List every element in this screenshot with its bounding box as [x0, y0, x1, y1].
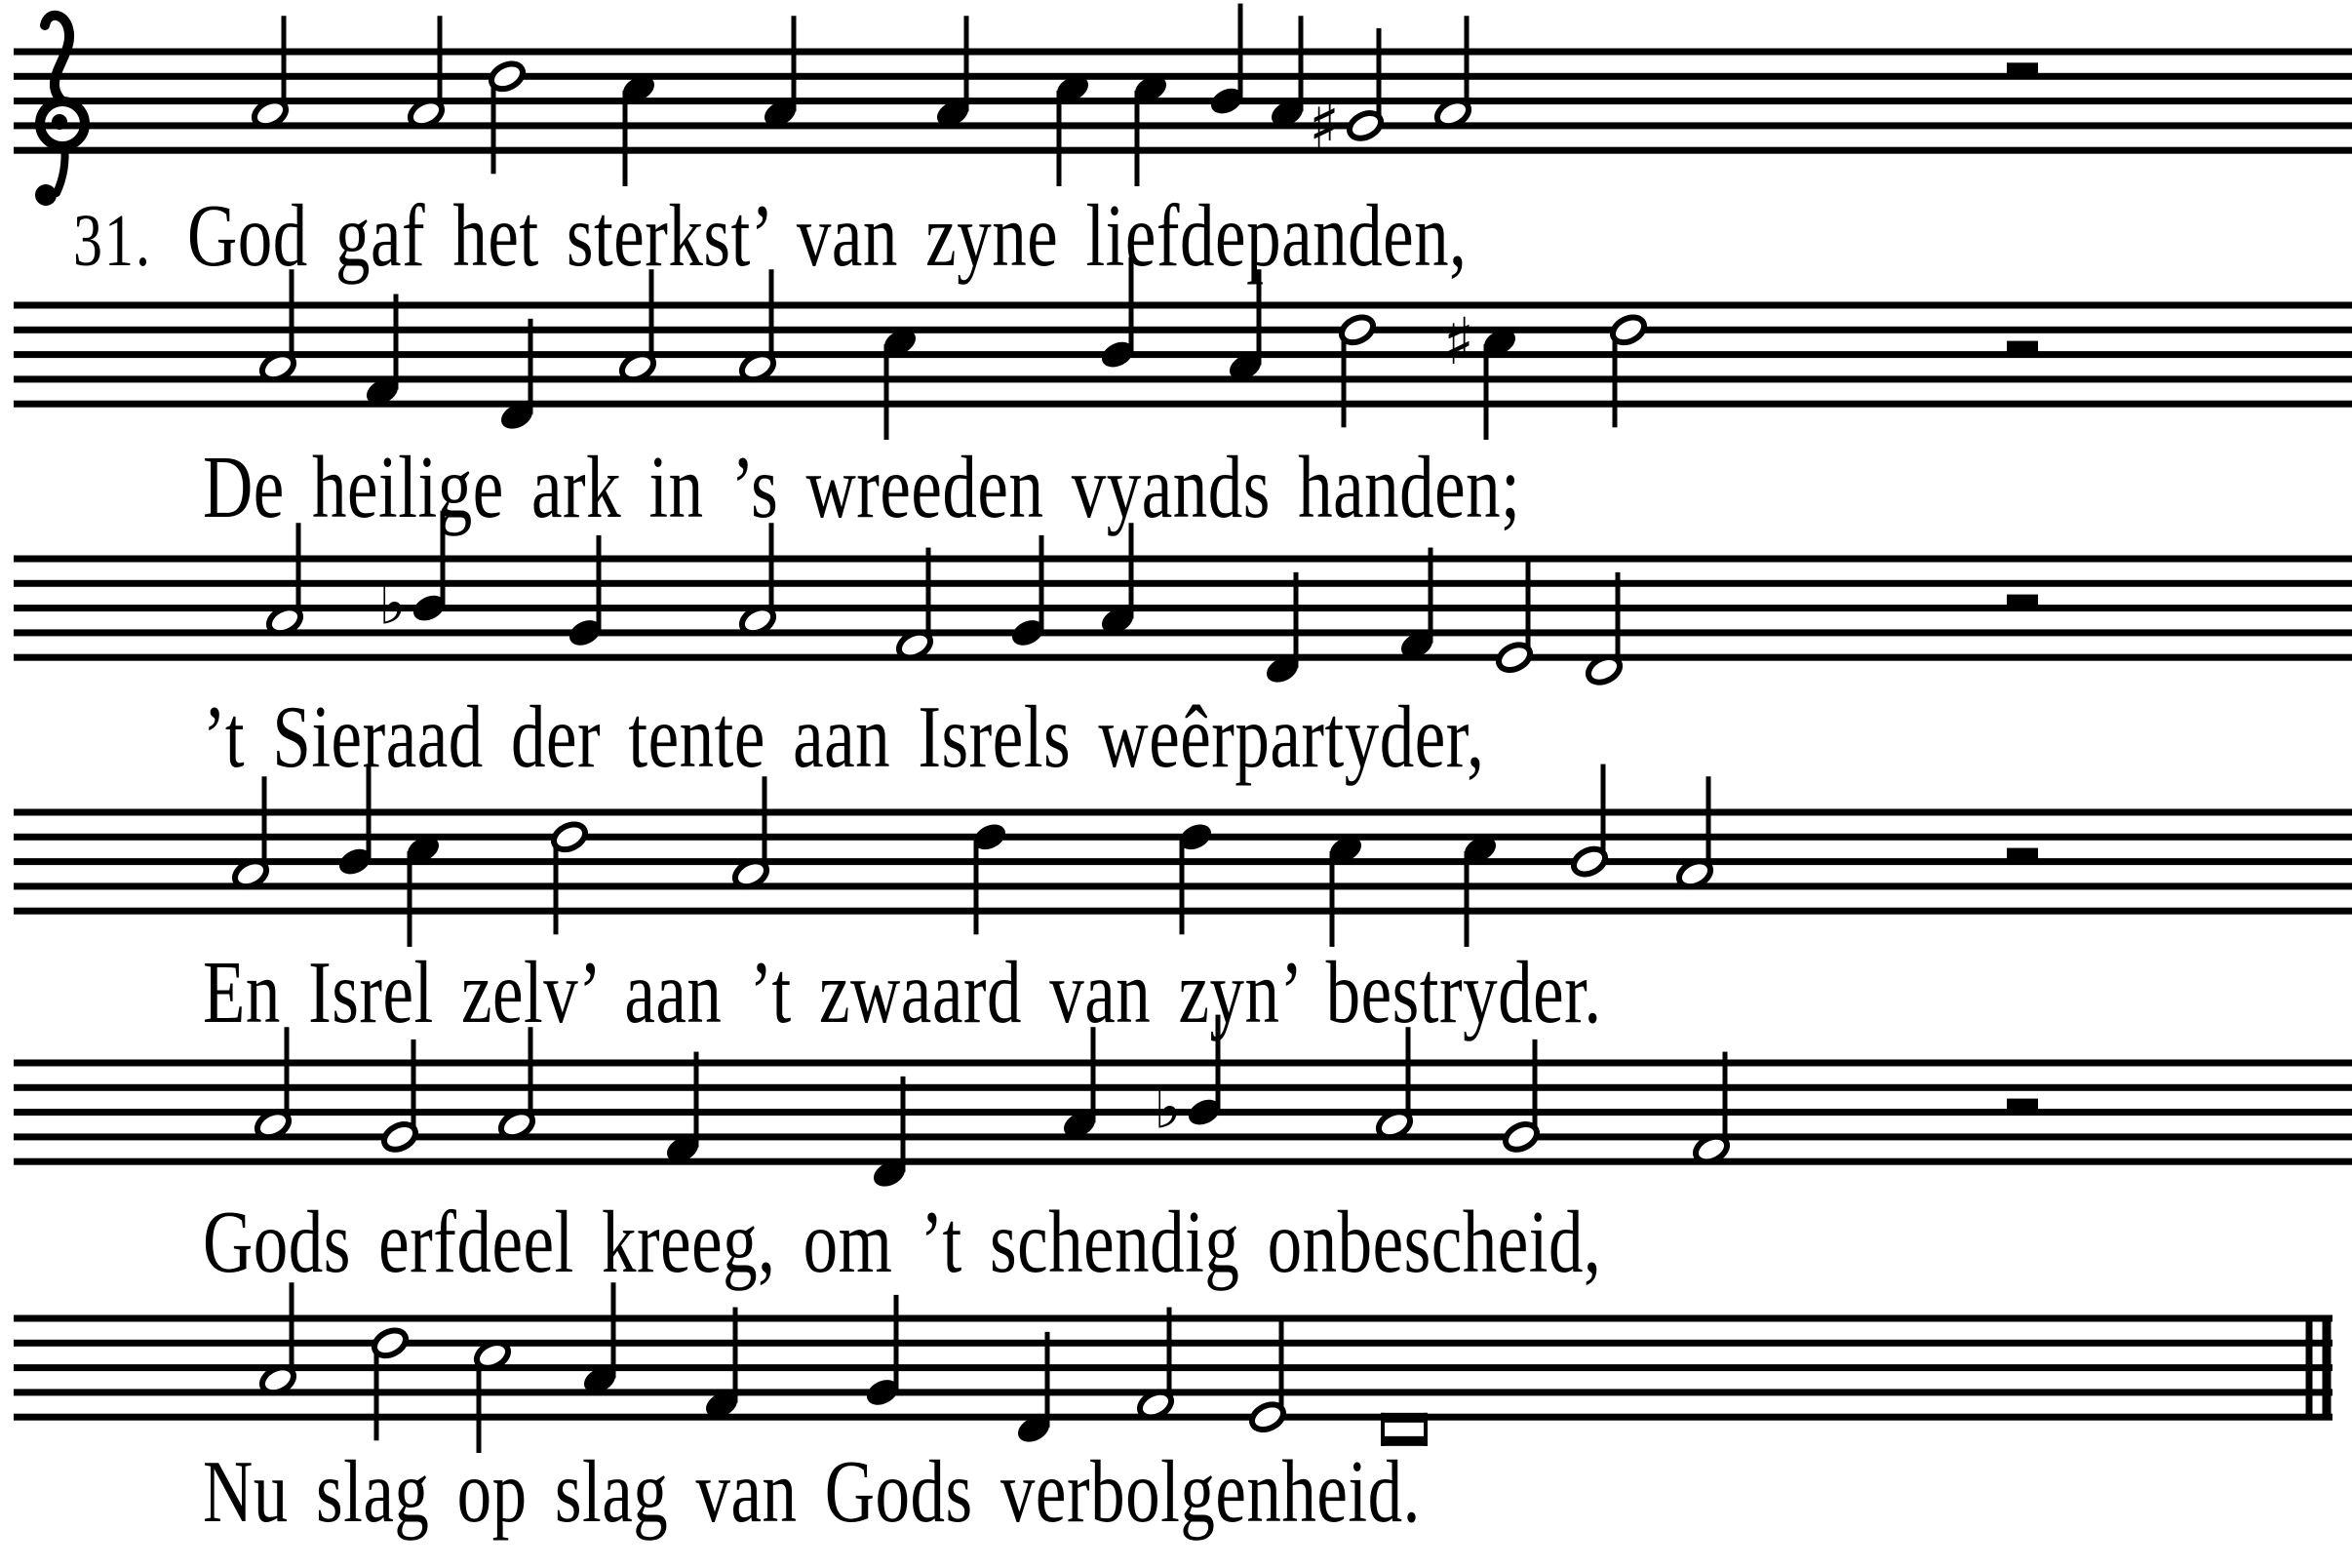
staff-line — [14, 401, 2352, 408]
note-stem — [1238, 4, 1243, 99]
note-stem — [1330, 851, 1335, 947]
note-stem — [964, 16, 969, 111]
lyric-line-6 — [203, 1443, 1421, 1542]
staff-line — [14, 73, 2352, 80]
staff-line — [14, 1389, 2332, 1395]
sharp-icon: ♯ — [1309, 87, 1340, 163]
lyric-line-5 — [203, 1194, 1602, 1292]
final-barline-thin — [2306, 1315, 2313, 1420]
half-note — [371, 1325, 411, 1360]
note-stem — [792, 16, 797, 111]
note-stem — [1057, 91, 1062, 186]
note-stem — [296, 523, 301, 618]
note-stem — [1342, 332, 1347, 427]
staff-line — [14, 1158, 2352, 1165]
staff-line — [14, 327, 2352, 333]
note-stem — [1294, 572, 1299, 668]
note-stem — [1180, 839, 1185, 934]
staff-line — [14, 122, 2352, 129]
note-stem — [763, 776, 767, 872]
final-barline-thick — [2323, 1315, 2332, 1420]
staff-line — [14, 580, 2352, 587]
staff-line — [14, 1340, 2332, 1347]
note-stem — [1039, 535, 1044, 631]
note-stem — [1533, 1039, 1538, 1135]
note-stem — [1279, 1319, 1284, 1415]
breve-note — [1381, 1413, 1385, 1446]
note-stem — [282, 16, 287, 111]
lyric-text-1: God gaf het sterkst’ van zyne liefdepanden, — [187, 187, 1468, 286]
note-stem — [438, 16, 443, 111]
lyric-text-5: Gods erfdeel kreeg, om ’t schendig onbescheid, — [203, 1194, 1602, 1292]
note-stem — [894, 1295, 899, 1391]
half-note — [1502, 1119, 1542, 1155]
note-stem — [408, 851, 412, 947]
note-stem — [491, 78, 496, 174]
staff-line — [14, 375, 2352, 382]
staff-line — [14, 1060, 2352, 1067]
note-stem — [554, 839, 559, 934]
lyric-line-3 — [203, 688, 1485, 787]
half-note — [1346, 108, 1386, 143]
staff-line — [14, 629, 2352, 636]
staff-line — [14, 556, 2352, 563]
note-stem — [1601, 764, 1606, 860]
note-stem — [1465, 16, 1470, 111]
note-stem — [694, 1052, 699, 1148]
flat-icon: ♭ — [378, 569, 407, 639]
note-stem — [1616, 572, 1621, 668]
staff-line — [14, 1364, 2332, 1371]
note-stem — [1299, 16, 1304, 111]
staff-line — [14, 98, 2352, 104]
note-stem — [262, 776, 267, 872]
note-stem — [1045, 1332, 1050, 1428]
staff-line — [14, 1315, 2332, 1322]
sharp-icon: ♯ — [1443, 303, 1474, 379]
note-stem — [623, 91, 628, 186]
verse-number: 31. — [73, 199, 152, 282]
half-note — [1570, 844, 1610, 880]
note-stem — [1723, 1052, 1728, 1148]
half-note — [1248, 1399, 1288, 1434]
lyric-line-2 — [203, 439, 1521, 537]
half-rest-icon — [2007, 62, 2038, 76]
half-note — [380, 1119, 420, 1155]
note-stem — [1613, 332, 1618, 427]
note-stem — [529, 319, 533, 414]
note-stem — [611, 1282, 616, 1378]
note-stem — [1429, 548, 1433, 644]
note-stem — [597, 535, 602, 631]
lyric-line-1 — [73, 187, 1468, 286]
half-note — [550, 819, 590, 854]
note-stem — [412, 1039, 416, 1135]
lyric-text-2: De heilige ark in ’s wreeden vyands handen; — [203, 439, 1521, 537]
note-stem — [1465, 851, 1470, 947]
note-stem — [1526, 560, 1531, 655]
staff-line — [14, 605, 2352, 611]
note-stem — [477, 1357, 482, 1453]
staff-line — [14, 654, 2352, 661]
note-stem — [926, 548, 931, 644]
breve-note — [1381, 1413, 1428, 1423]
staff-line — [14, 147, 2352, 154]
lyric-text-4: En Isrel zelv’ aan ’t zwaard van zyn’ bestryder. — [203, 944, 1602, 1042]
breve-note — [1424, 1413, 1428, 1446]
note-stem — [1167, 1308, 1172, 1403]
staff-line — [14, 351, 2352, 358]
lyric-text-3: ’t Sieraad der tente aan Isrels weêrpartyder, — [203, 688, 1485, 787]
note-stem — [1129, 523, 1134, 618]
staff-line — [14, 49, 2352, 56]
note-stem — [901, 1077, 906, 1172]
staff-line — [14, 1109, 2352, 1116]
lyric-text-6: Nu slag op slag van Gods verbolgenheid. — [203, 1443, 1421, 1542]
note-stem — [974, 839, 979, 934]
treble-clef-icon — [45, 16, 69, 101]
staff-line — [14, 302, 2352, 309]
half-rest-icon — [2007, 595, 2038, 608]
half-note — [1609, 312, 1649, 347]
half-rest-icon — [2007, 341, 2038, 355]
note-stem — [1706, 776, 1711, 872]
staff-line — [14, 1133, 2352, 1140]
note-stem — [733, 1308, 738, 1403]
note-stem — [374, 1345, 379, 1440]
treble-clef-icon — [35, 184, 57, 206]
half-note — [488, 59, 528, 94]
half-note — [1495, 640, 1535, 675]
staff-line — [14, 1414, 2332, 1421]
note-stem — [884, 344, 889, 440]
flat-icon: ♭ — [1154, 1074, 1182, 1143]
staff-line — [14, 1084, 2352, 1091]
note-stem — [769, 523, 774, 618]
half-rest-icon — [2007, 848, 2038, 862]
note-stem — [394, 294, 399, 390]
note-stem — [1135, 91, 1140, 186]
note-stem — [1484, 344, 1489, 440]
staff-line — [14, 809, 2352, 816]
note-stem — [290, 1282, 294, 1378]
treble-clef-icon — [52, 114, 67, 130]
half-note — [1338, 312, 1378, 347]
half-rest-icon — [2007, 1099, 2038, 1113]
lyric-line-4 — [203, 944, 1602, 1042]
note-stem — [1377, 28, 1382, 124]
